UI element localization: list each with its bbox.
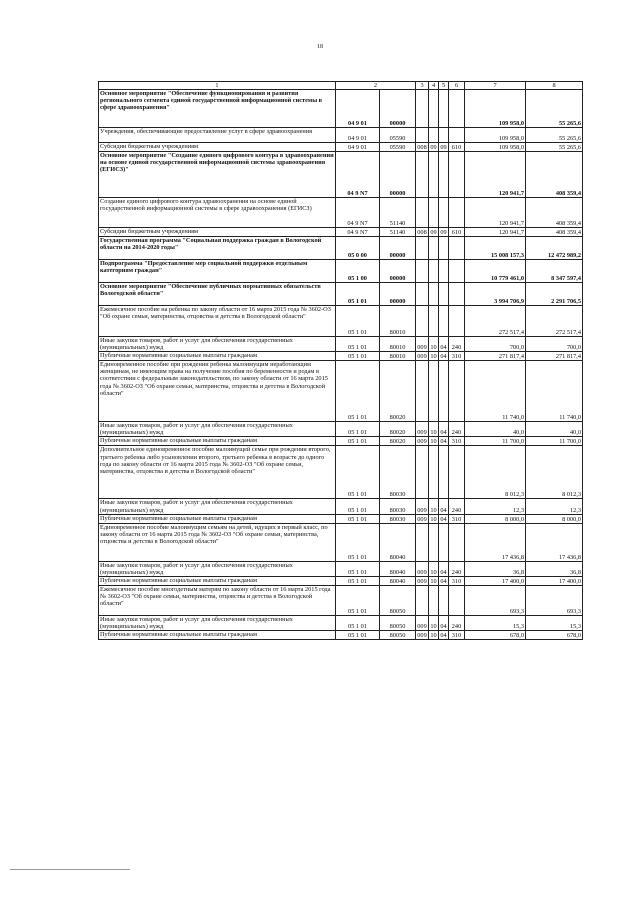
section-code	[429, 283, 439, 306]
program-code: 04 9 01	[336, 90, 380, 128]
expense-type-code	[449, 585, 465, 615]
row-description: Иные закупки товаров, работ и услуг для обеспечения государственных (муниципальных) нужд	[99, 337, 336, 352]
ministry-code	[416, 90, 429, 128]
column-header: 1	[99, 82, 336, 90]
subsection-code: 04	[439, 615, 449, 630]
table-row	[99, 260, 583, 283]
table-row	[99, 615, 583, 630]
program-code: 04 9 01	[336, 128, 380, 143]
amount-year-1: 109 958,0	[465, 128, 526, 143]
column-header: 3	[416, 82, 429, 90]
ministry-code: 009	[416, 499, 429, 514]
expense-type-code: 310	[449, 576, 465, 585]
amount-year-1: 120 941,7	[465, 198, 526, 228]
ministry-code: 009	[417, 631, 427, 639]
ministry-code: 008	[417, 229, 427, 236]
table-row	[99, 446, 583, 499]
table-row	[99, 422, 583, 437]
amount-year-2: 36,8	[526, 561, 583, 576]
column-header: 2	[336, 82, 416, 90]
table-row	[99, 585, 583, 615]
table-row	[99, 499, 583, 514]
program-code: 05 1 01	[336, 499, 380, 514]
amount-year-2: 17 400,0	[526, 576, 583, 585]
ministry-code: 009	[416, 422, 429, 437]
column-header: 7	[465, 82, 526, 90]
ministry-code	[416, 237, 429, 260]
direction-code: 80050	[380, 631, 416, 640]
table-row	[99, 631, 583, 640]
direction-code: 51140	[380, 198, 416, 228]
ministry-code	[416, 446, 429, 499]
table-row	[99, 198, 583, 228]
row-description: Публичные нормативные социальные выплаты гражданам	[99, 437, 336, 446]
section-code: 10	[430, 438, 437, 446]
ministry-code	[416, 260, 429, 283]
program-code: 04 9 01	[336, 143, 380, 152]
expense-type-code	[449, 306, 465, 337]
subsection-code	[439, 585, 449, 615]
ministry-code: 009	[417, 577, 427, 585]
ministry-code	[416, 198, 429, 228]
direction-code: 80040	[380, 561, 416, 576]
expense-type-code	[449, 152, 465, 198]
ministry-code: 009	[417, 515, 427, 523]
ministry-code	[416, 306, 429, 337]
section-code: 09	[430, 144, 437, 151]
subsection-code	[439, 523, 449, 561]
table-row	[99, 228, 583, 237]
subsection-code: 04	[440, 631, 447, 639]
section-code: 09	[430, 229, 437, 236]
column-header: 5	[439, 82, 449, 90]
expense-type-code	[449, 283, 465, 306]
amount-year-2: 11 740,0	[526, 361, 583, 422]
direction-code: 80040	[380, 523, 416, 561]
direction-code: 51140	[380, 228, 416, 237]
amount-year-1: 11 700,0	[465, 437, 526, 446]
program-code: 05 1 01	[336, 631, 380, 640]
row-description: Единовременное пособие малоимущим семьям на детей, идущих в первый класс, по закону области от 16 марта 2015 года № 3602-ОЗ "Об охране семьи, материнства, отцовства и детства в Вологодской области"	[99, 523, 336, 561]
direction-code: 05590	[380, 143, 416, 152]
program-code: 05 1 01	[336, 585, 380, 615]
expense-type-code: 240	[449, 561, 465, 576]
ministry-code	[416, 523, 429, 561]
section-code	[429, 152, 439, 198]
amount-year-2: 55 265,6	[526, 90, 583, 128]
subsection-code: 04	[439, 561, 449, 576]
ministry-code	[416, 128, 429, 143]
expense-type-code	[449, 260, 465, 283]
row-description: Государственная программа "Социальная поддержка граждан в Вологодской области на 2014-2020 годы"	[99, 237, 336, 260]
table-row	[99, 523, 583, 561]
expense-type-code: 240	[449, 337, 465, 352]
direction-code: 80020	[380, 422, 416, 437]
direction-code: 80040	[380, 576, 416, 585]
row-description: Ежемесячное пособие многодетным матерям по закону области от 16 марта 2015 года № 3602-ОЗ "Об охране семьи, материнства, отцовства и детства в Вологодской области"	[99, 585, 336, 615]
subsection-code: 04	[440, 577, 447, 585]
section-code	[429, 306, 439, 337]
ministry-code: 009	[416, 561, 429, 576]
program-code: 05 1 01	[336, 523, 380, 561]
row-description: Публичные нормативные социальные выплаты гражданам	[99, 352, 336, 361]
amount-year-2: 271 817,4	[526, 352, 583, 361]
subsection-code	[439, 128, 449, 143]
ministry-code	[416, 585, 429, 615]
amount-year-1: 271 817,4	[465, 352, 526, 361]
expense-type-code: 310	[449, 514, 465, 523]
subsection-code	[439, 306, 449, 337]
column-header: 8	[526, 82, 583, 90]
program-code: 05 1 01	[336, 361, 380, 422]
amount-year-2: 408 359,4	[526, 198, 583, 228]
program-code: 05 1 01	[336, 337, 380, 352]
row-description: Иные закупки товаров, работ и услуг для обеспечения государственных (муниципальных) нужд	[99, 561, 336, 576]
ministry-code: 009	[417, 438, 427, 446]
amount-year-2: 700,0	[526, 337, 583, 352]
section-code	[429, 128, 439, 143]
amount-year-1: 10 779 461,0	[465, 260, 526, 283]
table-row	[99, 306, 583, 337]
subsection-code	[439, 260, 449, 283]
column-header: 6	[449, 82, 465, 90]
section-code	[429, 260, 439, 283]
row-description: Основное мероприятие "Создание единого цифрового контура в здравоохранении на основе единой государственной информационной системы здравоохранения (ЕГИСЗ)"	[99, 152, 336, 198]
amount-year-2: 2 291 706,5	[526, 283, 583, 306]
section-code	[429, 198, 439, 228]
row-description: Основное мероприятие "Обеспечение публичных нормативных обязательств Вологодской области"	[99, 283, 336, 306]
row-description: Создание единого цифрового контура здравоохранения на основе единой государственной информационной системы в сфере здравоохранения (ЕГИСЗ)	[99, 198, 336, 228]
row-description: Иные закупки товаров, работ и услуг для обеспечения государственных (муниципальных) нужд	[99, 422, 336, 437]
ministry-code	[416, 152, 429, 198]
row-description: Публичные нормативные социальные выплаты гражданам	[99, 576, 336, 585]
program-code: 05 0 00	[336, 237, 380, 260]
expense-type-code: 240	[449, 499, 465, 514]
direction-code: 80010	[380, 306, 416, 337]
table-row	[99, 128, 583, 143]
section-code: 10	[430, 515, 437, 523]
direction-code: 80050	[380, 615, 416, 630]
amount-year-1: 40,0	[465, 422, 526, 437]
program-code: 05 1 01	[336, 446, 380, 499]
amount-year-1: 17 400,0	[465, 576, 526, 585]
amount-year-2: 55 265,6	[526, 143, 583, 152]
direction-code: 80010	[380, 337, 416, 352]
amount-year-1: 36,8	[465, 561, 526, 576]
expense-type-code: 240	[449, 422, 465, 437]
column-header: 4	[429, 82, 439, 90]
amount-year-2: 8 012,3	[526, 446, 583, 499]
program-code: 05 1 00	[336, 260, 380, 283]
ministry-code	[416, 283, 429, 306]
row-description: Публичные нормативные социальные выплаты гражданам	[99, 514, 336, 523]
table-row	[99, 90, 583, 128]
program-code: 05 1 01	[336, 422, 380, 437]
row-description: Ежемесячное пособие на ребенка по закону области от 16 марта 2015 года № 3602-ОЗ "Об охране семьи, материнства, отцовства и детства в Вологодской области"	[99, 306, 336, 337]
table-row	[99, 561, 583, 576]
direction-code: 80010	[380, 352, 416, 361]
expense-type-code	[449, 90, 465, 128]
amount-year-1: 693,3	[465, 585, 526, 615]
direction-code: 00000	[380, 90, 416, 128]
subsection-code	[439, 198, 449, 228]
amount-year-1: 120 941,7	[465, 152, 526, 198]
subsection-code: 04	[439, 337, 449, 352]
subsection-code	[439, 361, 449, 422]
subsection-code: 04	[440, 515, 447, 523]
subsection-code	[439, 152, 449, 198]
direction-code: 80030	[380, 514, 416, 523]
program-code: 04 9 N7	[336, 152, 380, 198]
direction-code: 00000	[380, 283, 416, 306]
section-code: 10	[430, 577, 437, 585]
expense-type-code	[449, 361, 465, 422]
row-description: Иные закупки товаров, работ и услуг для обеспечения государственных (муниципальных) нужд	[99, 499, 336, 514]
amount-year-1: 12,3	[465, 499, 526, 514]
row-description: Иные закупки товаров, работ и услуг для обеспечения государственных (муниципальных) нужд	[99, 615, 336, 630]
direction-code: 05590	[380, 128, 416, 143]
table-row	[99, 514, 583, 523]
expense-type-code: 310	[449, 631, 465, 640]
expense-type-code	[449, 128, 465, 143]
section-code	[429, 523, 439, 561]
ministry-code: 009	[417, 353, 427, 361]
subsection-code: 04	[439, 499, 449, 514]
section-code	[429, 446, 439, 499]
ministry-code: 008	[417, 144, 427, 151]
table-row	[99, 576, 583, 585]
program-code: 05 1 01	[336, 615, 380, 630]
table-body	[99, 82, 583, 640]
amount-year-2: 12 472 989,2	[526, 237, 583, 260]
subsection-code	[439, 90, 449, 128]
amount-year-2: 15,3	[526, 615, 583, 630]
section-code	[429, 361, 439, 422]
table-row	[99, 361, 583, 422]
subsection-code: 04	[440, 438, 447, 446]
subsection-code: 04	[439, 422, 449, 437]
section-code	[429, 237, 439, 260]
direction-code: 80050	[380, 585, 416, 615]
expense-type-code: 610	[449, 228, 465, 237]
amount-year-1: 8 012,3	[465, 446, 526, 499]
amount-year-2: 272 517,4	[526, 306, 583, 337]
section-code: 10	[429, 615, 439, 630]
section-code: 10	[429, 337, 439, 352]
amount-year-1: 8 000,0	[465, 514, 526, 523]
subsection-code: 04	[440, 353, 447, 361]
subsection-code: 09	[440, 229, 447, 236]
direction-code: 80030	[380, 499, 416, 514]
row-description: Учреждения, обеспечивающие предоставление услуг в сфере здравоохранения	[99, 128, 336, 143]
amount-year-2: 408 359,4	[526, 228, 583, 237]
row-description: Единовременное пособие при рождении ребенка малоимущим неработающим женщинам, не имеющим права на получение пособия по беременности и родам в соответствии с федеральным законодательством, по закону области от 16 марта 2015 года № 3602-ОЗ "Об охране семьи, материнства, отцовства и детства в Вологодской области"	[99, 361, 336, 422]
amount-year-1: 109 958,0	[465, 90, 526, 128]
amount-year-1: 109 958,0	[465, 143, 526, 152]
amount-year-2: 17 436,8	[526, 523, 583, 561]
program-code: 04 9 N7	[336, 198, 380, 228]
program-code: 05 1 01	[336, 306, 380, 337]
table-row	[99, 237, 583, 260]
page-number: 18	[317, 44, 323, 50]
expense-type-code	[449, 446, 465, 499]
table-row	[99, 283, 583, 306]
row-description: Дополнительное единовременное пособие малоимущей семье при рождении второго, третьего ребенка либо усыновлении второго, третьего ребенка в возрасте до одного года по закону области от 16 марта 2015 года № 3602-ОЗ "Об охране семьи, материнства, отцовства и детства в Вологодской области"	[99, 446, 336, 499]
amount-year-1: 120 941,7	[465, 228, 526, 237]
direction-code: 00000	[380, 237, 416, 260]
expense-type-code: 240	[449, 615, 465, 630]
section-code: 10	[429, 422, 439, 437]
program-code: 05 1 01	[336, 352, 380, 361]
amount-year-1: 17 436,8	[465, 523, 526, 561]
amount-year-2: 408 359,4	[526, 152, 583, 198]
section-code	[429, 585, 439, 615]
amount-year-2: 8 347 597,4	[526, 260, 583, 283]
table-row	[99, 352, 583, 361]
expense-type-code: 310	[449, 437, 465, 446]
expense-type-code: 610	[449, 143, 465, 152]
section-code: 10	[429, 561, 439, 576]
row-description: Субсидии бюджетным учреждениям	[99, 143, 336, 152]
direction-code: 80030	[380, 446, 416, 499]
amount-year-1: 11 740,0	[465, 361, 526, 422]
amount-year-1: 700,0	[465, 337, 526, 352]
section-code: 10	[429, 499, 439, 514]
expense-type-code	[449, 523, 465, 561]
table-row	[99, 337, 583, 352]
amount-year-2: 11 700,0	[526, 437, 583, 446]
scan-edge-line	[10, 869, 130, 870]
subsection-code	[439, 283, 449, 306]
expense-type-code	[449, 198, 465, 228]
amount-year-1: 15,3	[465, 615, 526, 630]
subsection-code: 09	[440, 144, 447, 151]
column-header-row	[99, 82, 583, 90]
expense-type-code: 310	[449, 352, 465, 361]
program-code: 05 1 01	[336, 437, 380, 446]
direction-code: 00000	[380, 152, 416, 198]
row-description: Подпрограмма "Предоставление мер социальной поддержки отдельным категориям граждан"	[99, 260, 336, 283]
ministry-code: 009	[416, 337, 429, 352]
row-description: Субсидии бюджетным учреждениям	[99, 228, 336, 237]
table-row	[99, 152, 583, 198]
section-code: 10	[430, 353, 437, 361]
amount-year-2: 12,3	[526, 499, 583, 514]
program-code: 05 1 01	[336, 514, 380, 523]
amount-year-1: 272 517,4	[465, 306, 526, 337]
program-code: 05 1 01	[336, 283, 380, 306]
subsection-code	[439, 237, 449, 260]
subsection-code	[439, 446, 449, 499]
row-description: Публичные нормативные социальные выплаты гражданам	[99, 631, 336, 640]
ministry-code: 009	[416, 615, 429, 630]
table-row	[99, 437, 583, 446]
budget-table	[98, 81, 583, 640]
amount-year-2: 8 000,0	[526, 514, 583, 523]
table-row	[99, 143, 583, 152]
amount-year-2: 40,0	[526, 422, 583, 437]
direction-code: 80020	[380, 437, 416, 446]
expense-type-code	[449, 237, 465, 260]
program-code: 05 1 01	[336, 576, 380, 585]
row-description: Основное мероприятие "Обеспечение функционирования и развития регионального сегмента единой государственной информационной системы в сфере здравоохранения"	[99, 90, 336, 128]
amount-year-2: 55 265,6	[526, 128, 583, 143]
amount-year-1: 15 008 157,3	[465, 237, 526, 260]
amount-year-2: 678,0	[526, 631, 583, 640]
ministry-code	[416, 361, 429, 422]
section-code	[429, 90, 439, 128]
program-code: 05 1 01	[336, 561, 380, 576]
amount-year-2: 693,3	[526, 585, 583, 615]
amount-year-1: 3 994 706,9	[465, 283, 526, 306]
section-code: 10	[430, 631, 437, 639]
direction-code: 80020	[380, 361, 416, 422]
amount-year-1: 678,0	[465, 631, 526, 640]
direction-code: 00000	[380, 260, 416, 283]
program-code: 04 9 N7	[336, 228, 380, 237]
